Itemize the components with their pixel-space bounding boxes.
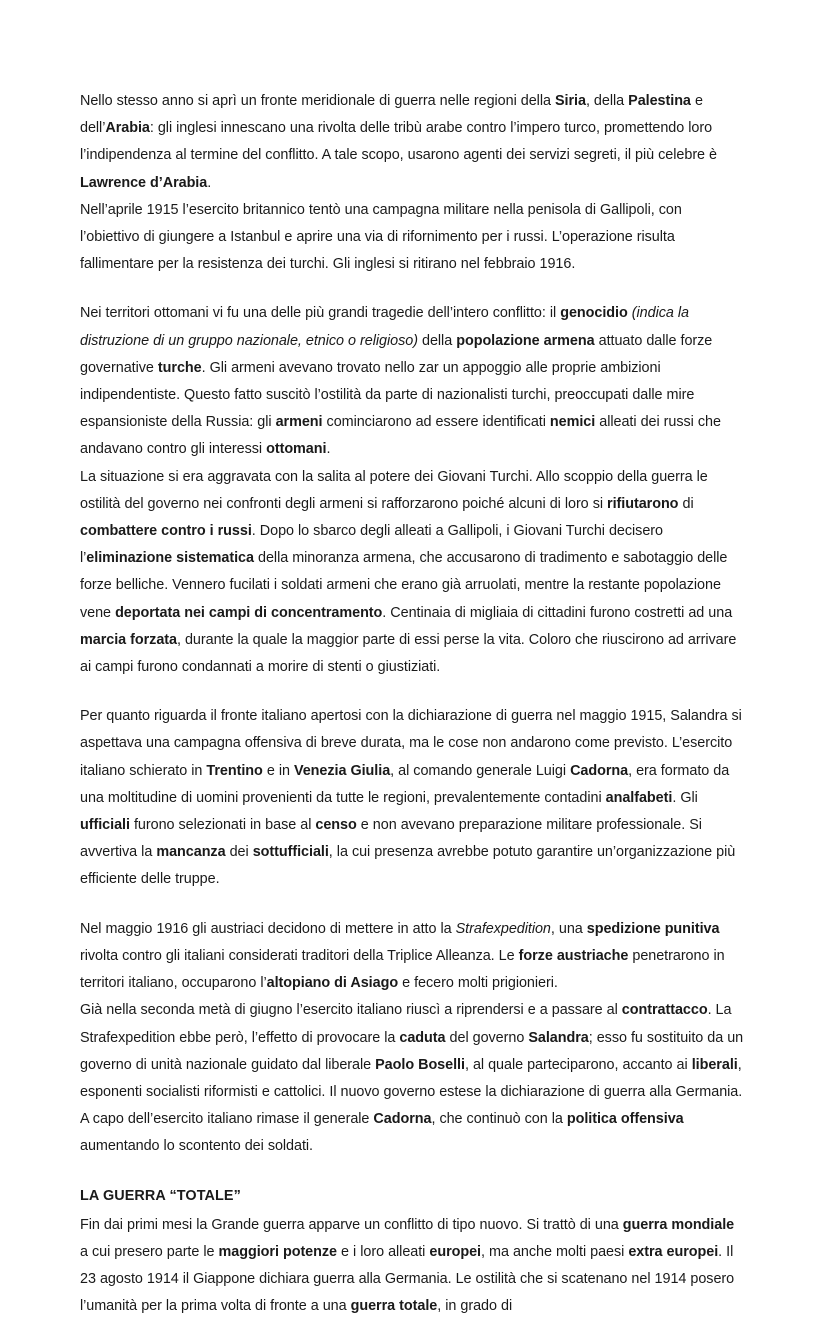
text-run: e dell’ — [80, 93, 703, 137]
bold-run: Siria — [554, 93, 586, 109]
text-run: . La Strafexpedition ebbe però, l’effetto di provocare la — [80, 1002, 732, 1046]
text-run: , al quale parteciparono, accanto ai — [464, 1056, 692, 1073]
bold-run: Cadorna — [570, 762, 629, 779]
text-run: della — [417, 332, 457, 349]
bold-run: censo — [315, 817, 357, 834]
bold-run: contrattacco — [621, 1002, 708, 1019]
bold-run: maggiori potenze — [218, 1243, 337, 1260]
text-run: e i loro alleati — [336, 1243, 430, 1260]
bold-run: ottomani — [266, 441, 327, 458]
text-run: . Gli armeni avevano trovato nello zar un appoggio alle proprie ambizioni indipendentiste. Questo fatto suscitò l’ostilità da parte di nazionalisti turchi, preoccupati dalle mire espansioniste della Russia: gli — [80, 359, 695, 431]
text-run: alleati dei russi che andavano contro gli interessi — [80, 414, 721, 458]
bold-run: Paolo Boselli — [375, 1056, 465, 1073]
italic-run: Strafexpedition — [455, 920, 551, 937]
bold-run: Cadorna — [373, 1111, 432, 1128]
paragraph — [80, 300, 745, 463]
bold-run: liberali — [691, 1056, 738, 1073]
bold-run: Lawrence d’Arabia — [80, 174, 208, 191]
bold-run: popolazione armena — [456, 332, 595, 349]
text-run: , al comando generale Luigi — [390, 762, 571, 779]
paragraph — [80, 197, 745, 279]
text-block — [80, 916, 745, 1161]
bold-run: armeni — [275, 414, 323, 431]
document-body — [80, 88, 745, 1321]
bold-run: eliminazione sistematica — [86, 550, 254, 567]
text-run: , la cui presenza avrebbe potuto garantire un’organizzazione più efficiente delle truppe. — [80, 844, 736, 888]
bold-run: Palestina — [628, 93, 691, 109]
bold-run: extra europei — [628, 1243, 719, 1260]
text-run: Nell’aprile 1915 l’esercito britannico tentò una campagna militare nella penisola di Gallipoli, con l’obiettivo di giungere a Istanbul e aprire una via di rifornimento per i russi. L’operazione risulta fallimentare per la resistenza dei turchi. Gli inglesi si ritirano nel febbraio 1916. — [80, 201, 682, 273]
text-run: La situazione si era aggravata con la salita al potere dei Giovani Turchi. Allo scoppio della guerra le ostilità del governo nei confronti degli armeni si rafforzarono poiché alcuni di loro si — [80, 468, 708, 512]
text-run: dei — [225, 844, 253, 861]
bold-run: ufficiali — [80, 817, 130, 834]
text-run: cominciarono ad essere identificati — [322, 414, 550, 431]
text-block — [80, 88, 745, 278]
text-run: e non avevano preparazione militare professionale. Si avvertiva la — [80, 817, 702, 861]
text-run: del governo — [445, 1029, 529, 1046]
paragraph — [80, 916, 745, 998]
bold-run: combattere contro i russi — [80, 523, 252, 540]
text-run: , ma anche molti paesi — [481, 1243, 629, 1260]
text-run: a cui presero parte le — [80, 1243, 219, 1260]
bold-run: rifiutarono — [607, 495, 679, 512]
text-run: ; esso fu sostituito da un governo di unità nazionale guidato dal liberale — [80, 1029, 744, 1073]
bold-run: analfabeti — [605, 789, 673, 806]
text-run: , esponenti socialisti riformisti e cattolici. Il nuovo governo estese la dichiarazione di guerra alla Germania. A capo dell’esercito italiano rimase il generale — [80, 1056, 743, 1128]
bold-run: Salandra — [528, 1029, 589, 1046]
text-run: Nei territori ottomani vi fu una delle più grandi tragedie dell’intero conflitto: il — [80, 305, 561, 322]
text-run: , della — [585, 93, 629, 109]
text-run: : gli inglesi innescano una rivolta delle tribù arabe contro l’impero turco, promettendo loro l’indipendenza al termine del conflitto. A tale scopo, usarono agenti dei servizi segreti, il più celebre è — [80, 120, 718, 164]
bold-run: Trentino — [206, 762, 263, 779]
text-run: . Il 23 agosto 1914 il Giappone dichiara guerra alla Germania. Le ostilità che si scatenano nel 1914 posero l’umanità per la prima volta di fronte a una — [80, 1243, 735, 1315]
bold-run: altopiano di Asiago — [266, 975, 399, 992]
text-block — [80, 300, 745, 681]
bold-run: sottufficiali — [252, 844, 329, 861]
bold-run: caduta — [399, 1029, 446, 1046]
text-run: Nello stesso anno si aprì un fronte meridionale di guerra nelle regioni della — [80, 93, 555, 109]
text-run: . — [207, 174, 212, 191]
text-run: , era formato da una moltitudine di uomini provenienti da tutte le regioni, prevalentemente contadini — [80, 762, 730, 806]
bold-run: guerra totale — [350, 1298, 438, 1315]
italic-run: (indica la distruzione di un gruppo nazionale, etnico o religioso) — [80, 305, 689, 349]
text-run: e in — [262, 762, 294, 779]
section-heading: LA GUERRA “TOTALE” — [80, 1187, 241, 1204]
text-run: . — [326, 441, 331, 458]
text-run: Già nella seconda metà di giugno l’esercito italiano riuscì a riprendersi e a passare al — [80, 1002, 622, 1019]
text-run: attuato dalle forze governative — [80, 332, 713, 376]
text-run: , in grado di — [437, 1298, 513, 1315]
bold-run: turche — [157, 359, 202, 376]
text-run: , durante la quale la maggior parte di essi perse la vita. Coloro che riuscirono ad arrivare ai campi furono condannati a morire di stenti o giustiziati. — [80, 631, 737, 676]
text-block — [80, 1183, 745, 1321]
text-run: rivolta contro gli italiani considerati traditori della Triplice Alleanza. Le — [80, 947, 519, 964]
bold-run: europei — [429, 1243, 482, 1260]
text-run: . Dopo lo sbarco degli alleati a Gallipoli, i Giovani Turchi decisero l’ — [80, 523, 663, 567]
text-run: della minoranza armena, che accusarono di tradimento e sabotaggio delle forze belliche. Vennero fucilati i soldati armeni che erano già arruolati, mentre la restante popolazione vene — [80, 550, 728, 621]
bold-run: marcia forzata — [80, 631, 177, 648]
text-run: di — [678, 495, 694, 512]
text-block — [80, 703, 745, 893]
text-run: Per quanto riguarda il fronte italiano apertosi con la dichiarazione di guerra nel maggio 1915, Salandra si aspettava una campagna offensiva di breve durata, ma le cose non andarono come previsto. L’esercito italiano schierato in — [80, 708, 742, 779]
text-run: penetrarono in territori italiano, occuparono l’ — [80, 947, 725, 992]
text-run: furono selezionati in base al — [129, 817, 316, 834]
text-run: e fecero molti prigionieri. — [398, 975, 558, 992]
bold-run: mancanza — [156, 844, 226, 861]
paragraph — [80, 88, 745, 197]
bold-run: guerra mondiale — [622, 1216, 735, 1233]
paragraph — [80, 1212, 745, 1321]
paragraph — [80, 997, 745, 1160]
text-run: Nel maggio 1916 gli austriaci decidono di mettere in atto la — [80, 920, 456, 937]
text-run: Fin dai primi mesi la Grande guerra apparve un conflitto di tipo nuovo. Si trattò di una — [80, 1216, 623, 1233]
bold-run: Venezia Giulia — [293, 762, 391, 779]
text-run: aumentando lo scontento dei soldati. — [80, 1138, 314, 1155]
paragraph — [80, 464, 745, 682]
text-run: , una — [550, 920, 587, 937]
bold-run: spedizione punitiva — [586, 920, 720, 937]
bold-run: politica offensiva — [566, 1111, 684, 1128]
bold-run: Arabia — [105, 120, 150, 137]
bold-run: genocidio — [560, 305, 628, 322]
bold-run: deportata nei campi di concentramento — [115, 604, 383, 621]
text-run: . Centinaia di migliaia di cittadini furono costretti ad una — [382, 604, 733, 621]
text-run: . Gli — [672, 789, 698, 806]
text-run: , che continuò con la — [431, 1111, 567, 1128]
bold-run: forze austriache — [518, 947, 629, 964]
bold-run: nemici — [549, 414, 596, 431]
paragraph — [80, 703, 745, 893]
